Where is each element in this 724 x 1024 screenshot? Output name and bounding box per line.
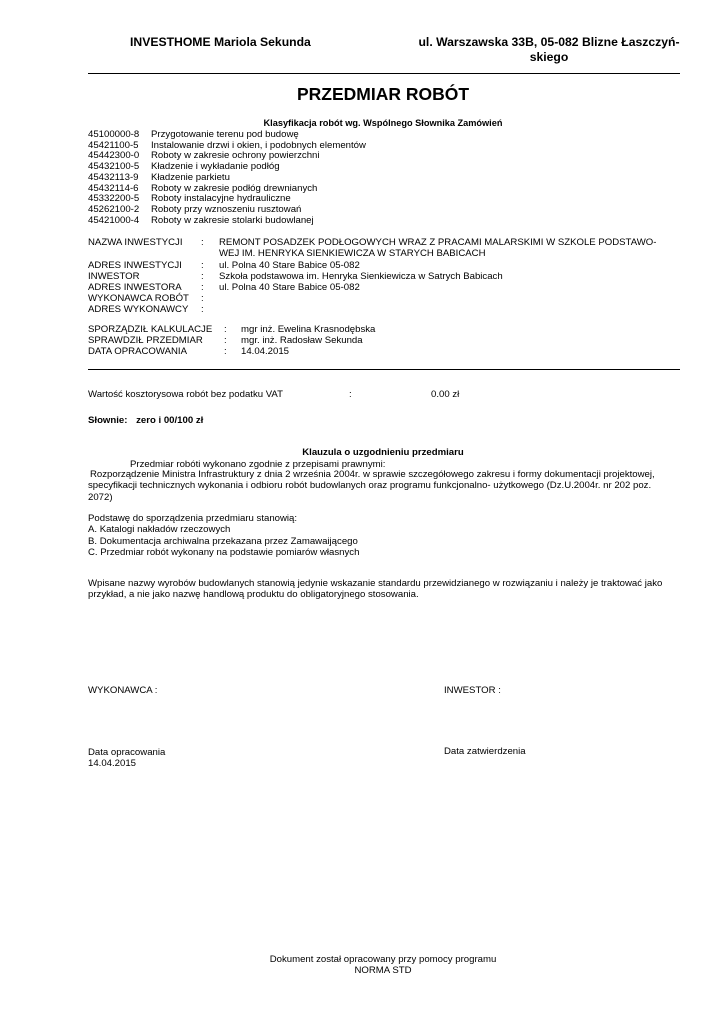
date-prepared-label: Data opracowania: [88, 747, 166, 758]
footer-line2: NORMA STD: [354, 965, 412, 977]
classification-code: 45421100-5: [88, 139, 139, 151]
clause-regulation: [88, 469, 655, 503]
colon: :: [201, 293, 204, 304]
note-line1: Wpisane nazwy wyrobów budowlanych stanowią jedynie wskazanie standardu przewidzianego w rozwiązaniu i należy je traktować jako: [88, 578, 663, 589]
investment-name-line1: REMONT POSADZEK PODŁOGOWYCH WRAZ Z PRACAMI MALARSKIMI W SZKOLE PODSTAWO-: [219, 237, 657, 248]
classification-desc: Instalowanie drzwi i okien, i podobnych elementów: [151, 139, 366, 151]
date-approved-label: Data zatwierdzenia: [444, 746, 526, 757]
classification-desc: Roboty przy wznoszeniu rusztowań: [151, 203, 302, 215]
classification-desc: Roboty w zakresie podłóg drewnianych: [151, 182, 318, 194]
basis-item: C. Przedmiar robót wykonany na podstawie pomiarów własnych: [88, 547, 360, 559]
investor-address-label: ADRES INWESTORA: [88, 282, 182, 293]
cost-label: Wartość kosztorysowa robót bez podatku VAT: [88, 389, 283, 400]
classification-code: 45432113-9: [88, 171, 139, 183]
check-label: SPRAWDZIŁ PRZEDMIAR: [88, 335, 203, 346]
company-name: INVESTHOME Mariola Sekunda: [130, 35, 311, 49]
colon: :: [201, 271, 204, 282]
prep-date-value: 14.04.2015: [241, 346, 290, 357]
investment-name-label: NAZWA INWESTYCJI: [88, 237, 183, 248]
clause-intro: Przedmiar robóti wykonano zgodnie z przepisami prawnymi:: [130, 459, 386, 470]
cost-words-label: Słownie:: [88, 415, 128, 426]
regulation-line1: Rozporządzenie Ministra Infrastruktury z dnia 2 września 2004r. w sprawie szczegółowego zakresu i formy dokumentacji projektowej,: [90, 469, 655, 480]
calc-value: mgr inż. Ewelina Krasnodębska: [241, 324, 376, 335]
cost-colon: :: [349, 389, 352, 400]
colon: :: [201, 304, 204, 315]
regulation-line3: 2072): [88, 491, 113, 503]
classification-desc: Kładzenie parkietu: [151, 171, 230, 183]
investor-address-value: ul. Polna 40 Stare Babice 05-082: [219, 282, 360, 293]
classification-code: 45262100-2: [88, 203, 140, 215]
regulation-line2: specyfikacji technicznych wykonania i odbioru robót budowlanych oraz programu funkcjonalno- użytkowego (Dz.U.2004r. nr 202 poz.: [88, 480, 652, 492]
classification-code: 45332200-5: [88, 193, 140, 205]
note-line2: przykład, a nie jako nazwę handlową produktu do obligatoryjnego stosowania.: [88, 589, 419, 601]
contractor-signature-label: WYKONAWCA :: [88, 685, 158, 696]
cost-words: [88, 416, 203, 427]
calc-label: SPORZĄDZIŁ KALKULACJE: [88, 324, 213, 335]
contractor-label: WYKONAWCA ROBÓT: [88, 293, 189, 304]
basis-section: [88, 513, 359, 559]
investor-label: INWESTOR: [88, 271, 140, 282]
company-address-line2: skiego: [529, 50, 569, 64]
investor-signature-label: INWESTOR :: [444, 685, 501, 696]
colon: :: [201, 260, 204, 271]
investment-name-value: [219, 238, 656, 259]
date-prepared: [88, 747, 165, 770]
footer: [0, 954, 724, 977]
company-address-line1: ul. Warszawska 33B, 05-082 Blizne Łaszczyń-: [418, 35, 680, 49]
classification-code: 45442300-0: [88, 150, 140, 162]
colon: :: [224, 346, 227, 357]
cost-value: 0.00 zł: [431, 389, 460, 400]
classification-code: 45432114-6: [88, 182, 139, 194]
colon: :: [201, 237, 204, 248]
investment-address-label: ADRES INWESTYCJI: [88, 260, 182, 271]
colon: :: [224, 324, 227, 335]
classification-desc: Roboty w zakresie ochrony powierzchni: [151, 150, 320, 162]
contractor-address-label: ADRES WYKONAWCY: [88, 304, 189, 315]
classification-desc: Kładzenie i wykładanie podłóg: [151, 161, 280, 173]
investment-name-line2: WEJ IM. HENRYKA SIENKIEWICZA W STARYCH BABICACH: [219, 247, 486, 259]
prep-date-label: DATA OPRACOWANIA: [88, 346, 187, 357]
colon: :: [201, 282, 204, 293]
section-divider: [88, 369, 680, 370]
check-value: mgr. inż. Radosław Sekunda: [241, 335, 363, 346]
clause-note: [88, 578, 662, 601]
footer-line1: Dokument został opracowany przy pomocy programu: [269, 954, 497, 965]
classification-code: 45100000-8: [88, 129, 140, 140]
classification-heading: Klasyfikacja robót wg. Wspólnego Słownika Zamówień: [263, 118, 503, 128]
basis-item: A. Katalogi nakładów rzeczowych: [88, 524, 231, 536]
classification-desc: Przygotowanie terenu pod budowę: [151, 129, 299, 140]
page-title: PRZEDMIAR ROBÓT: [296, 84, 470, 104]
classification-code: 45421000-4: [88, 214, 140, 226]
investor-value: Szkoła podstawowa im. Henryka Sienkiewicza w Satrych Babicach: [219, 271, 503, 282]
basis-item: B. Dokumentacja archiwalna przekazana przez Zamawaijącego: [88, 535, 358, 547]
header-divider: [88, 73, 680, 74]
classification-desc: Roboty w zakresie stolarki budowlanej: [151, 214, 314, 226]
date-prepared-value: 14.04.2015: [88, 758, 137, 770]
classification-desc: Roboty instalacyjne hydrauliczne: [151, 193, 291, 205]
classification-code: 45432100-5: [88, 161, 140, 173]
investment-address-value: ul. Polna 40 Stare Babice 05-082: [219, 260, 360, 271]
cost-words-value: zero i 00/100 zł: [136, 415, 204, 426]
basis-heading: Podstawę do sporządzenia przedmiaru stanowią:: [88, 513, 298, 524]
clause-heading: Klauzula o uzgodnieniu przedmiaru: [302, 447, 464, 458]
colon: :: [224, 335, 227, 346]
company-address: [418, 35, 680, 65]
